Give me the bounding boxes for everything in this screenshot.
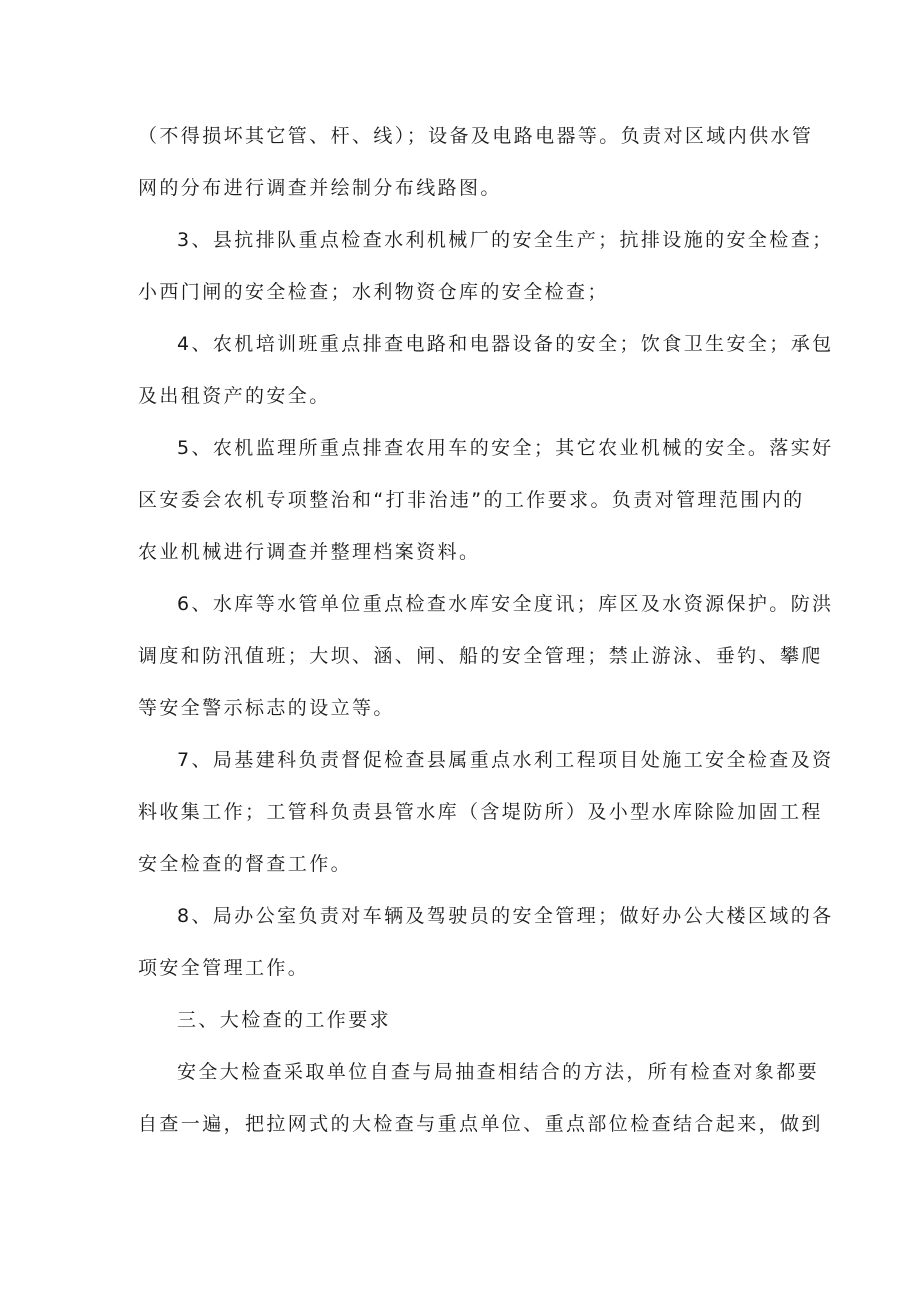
text-line: 料收集工作；工管科负责县管水库（含堤防所）及小型水库除险加固工程	[138, 801, 823, 823]
paragraph-continued	[138, 121, 814, 225]
text-line: 自查一遍，把拉网式的大检查与重点单位、重点部位检查结合起来，做到	[138, 1113, 823, 1135]
text-line: 安全大检查采取单位自查与局抽查相结合的方法，所有检查对象都要	[177, 1061, 820, 1083]
paragraph-requirements	[138, 1057, 823, 1161]
text-line: 5、农机监理所重点排查农用车的安全；其它农业机械的安全。落实好	[177, 437, 834, 459]
text-line: 安全检查的督查工作。	[138, 853, 353, 875]
text-line: 网的分布进行调查并绘制分布线路图。	[138, 177, 502, 199]
text-line: （不得损坏其它管、杆、线）；设备及电路电器等。负责对区域内供水管	[138, 125, 814, 147]
text-line: 区安委会农机专项整治和“打非治违”的工作要求。负责对管理范围内的	[138, 489, 805, 511]
paragraph-item-4	[138, 329, 834, 433]
paragraph-item-7	[138, 745, 834, 901]
paragraph-item-3	[138, 225, 834, 329]
text-line: 项安全管理工作。	[138, 957, 310, 979]
text-line: 农业机械进行调查并整理档案资料。	[138, 541, 481, 563]
text-line: 小西门闸的安全检查；水利物资仓库的安全检查；	[138, 281, 609, 303]
text-line: 3、县抗排队重点检查水利机械厂的安全生产；抗排设施的安全检查；	[177, 229, 834, 251]
document-body	[138, 121, 834, 1161]
text-line: 4、农机培训班重点排查电路和电器设备的安全；饮食卫生安全；承包	[177, 333, 834, 355]
text-line: 8、局办公室负责对车辆及驾驶员的安全管理；做好办公大楼区域的各	[177, 905, 834, 927]
text-line: 及出租资产的安全。	[138, 385, 331, 407]
text-line: 调度和防汛值班；大坝、涵、闸、船的安全管理；禁止游泳、垂钓、攀爬	[138, 645, 823, 667]
paragraph-item-8	[138, 901, 834, 1005]
paragraph-item-6	[138, 589, 834, 745]
paragraph-item-5	[138, 433, 834, 589]
text-line: 等安全警示标志的设立等。	[138, 697, 395, 719]
section-heading	[138, 1005, 790, 1057]
text-line: 7、局基建科负责督促检查县属重点水利工程项目处施工安全检查及资	[177, 749, 834, 771]
text-line: 6、水库等水管单位重点检查水库安全度讯；库区及水资源保护。防洪	[177, 593, 834, 615]
section-title: 三、大检查的工作要求	[177, 1009, 392, 1031]
